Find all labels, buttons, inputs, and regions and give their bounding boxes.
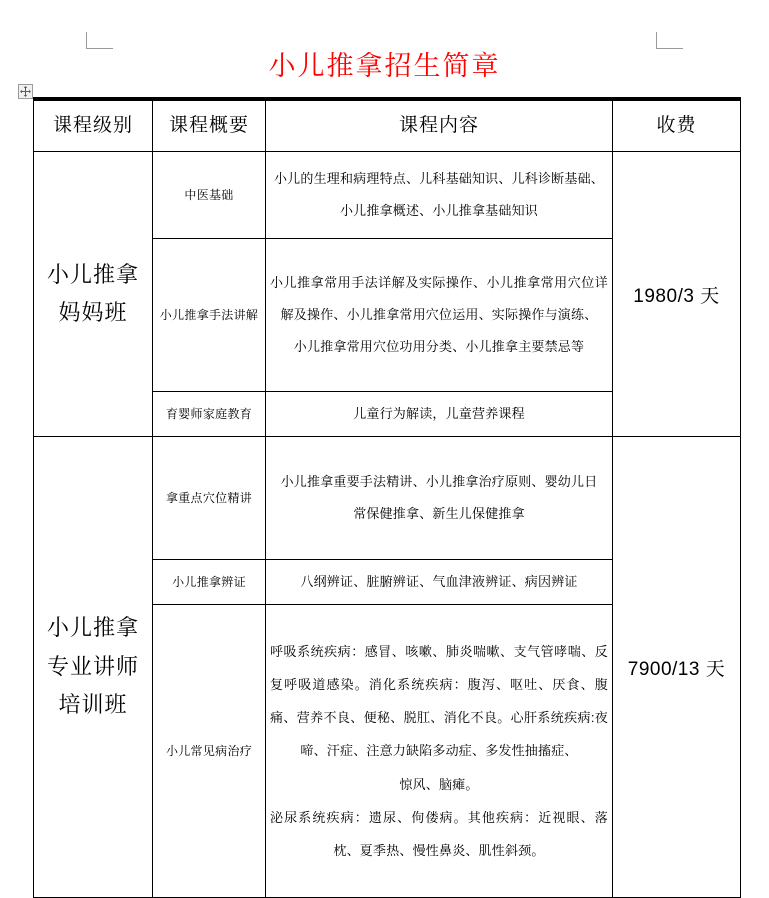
summary-cell: 小儿推拿辨证 bbox=[153, 560, 266, 605]
summary-cell: 小儿常见病治疗 bbox=[153, 605, 266, 898]
content-cell bbox=[266, 392, 613, 437]
level-line: 小儿推拿 bbox=[46, 615, 139, 641]
content-cell bbox=[266, 152, 613, 239]
level-line: 妈妈班 bbox=[58, 300, 128, 325]
content-line: 小儿推拿重要手法精讲、小儿推拿治疗原则、婴幼儿日 bbox=[280, 474, 598, 490]
level-cell-section-2 bbox=[34, 437, 153, 898]
summary-cell: 育婴师家庭教育 bbox=[153, 392, 266, 437]
level-cell-section-1 bbox=[34, 152, 153, 437]
header-cell-fee: 收费 bbox=[613, 99, 741, 152]
move-cross-icon bbox=[20, 86, 31, 97]
content-cell bbox=[266, 605, 613, 898]
content-line: 小儿的生理和病理特点、儿科基础知识、儿科诊断基础、 bbox=[273, 171, 604, 187]
content-line: 儿童行为解读，儿童营养课程 bbox=[353, 406, 525, 422]
summary-cell: 拿重点穴位精讲 bbox=[153, 437, 266, 560]
fee-cell-section-2: 7900/13 天 bbox=[613, 437, 741, 898]
content-line: 泌尿系统疾病：遗尿、佝偻病。其他疾病：近视眼、落枕、夏季热、慢性鼻炎、肌性斜颈。 bbox=[270, 809, 608, 858]
content-line: 小儿推拿常用穴位功用分类、小儿推拿主要禁忌等 bbox=[293, 338, 585, 354]
content-cell bbox=[266, 437, 613, 560]
table-move-handle[interactable] bbox=[18, 84, 33, 99]
table-row bbox=[34, 152, 741, 239]
level-line: 培训班 bbox=[58, 692, 128, 718]
course-table bbox=[33, 97, 741, 898]
content-line: 呼吸系统疾病：感冒、咳嗽、肺炎喘嗽、支气管哮喘、反复呼吸道感染。消化系统疾病：腹泻、呕吐、厌食、腹痛、营养不良、便秘、脱肛、消化不良。心肝系统疾病:夜啼、汗症、注意力缺陷多动症、多发性抽搐症、 bbox=[270, 644, 608, 759]
level-line: 专业讲师 bbox=[46, 653, 139, 679]
fee-cell-section-1: 1980/3 天 bbox=[613, 152, 741, 437]
content-cell bbox=[266, 239, 613, 392]
content-line: 八纲辨证、脏腑辨证、气血津液辨证、病因辨证 bbox=[300, 574, 578, 590]
table-header-row bbox=[34, 99, 741, 152]
content-line: 常保健推拿、新生儿保健推拿 bbox=[353, 506, 525, 521]
course-table-wrapper bbox=[33, 97, 740, 898]
header-cell-summary: 课程概要 bbox=[153, 99, 266, 152]
content-cell bbox=[266, 560, 613, 605]
header-cell-content: 课程内容 bbox=[266, 99, 613, 152]
summary-cell: 中医基础 bbox=[153, 152, 266, 239]
summary-cell: 小儿推拿手法讲解 bbox=[153, 239, 266, 392]
level-line: 小儿推拿 bbox=[46, 261, 139, 287]
header-cell-level: 课程级别 bbox=[34, 99, 153, 152]
content-line: 惊风、脑瘫。 bbox=[399, 776, 479, 792]
content-line: 小儿推拿概述、小儿推拿基础知识 bbox=[339, 203, 538, 218]
table-row bbox=[34, 437, 741, 560]
page-margin-mark-top-left bbox=[86, 32, 113, 49]
page-margin-mark-top-right bbox=[656, 32, 683, 49]
page-title: 小儿推拿招生简章 bbox=[268, 51, 501, 82]
content-line: 小儿推拿常用手法详解及实际操作、小儿推拿常用穴位详解及操作、小儿推拿常用穴位运用、实际操作与演练、 bbox=[270, 275, 608, 323]
